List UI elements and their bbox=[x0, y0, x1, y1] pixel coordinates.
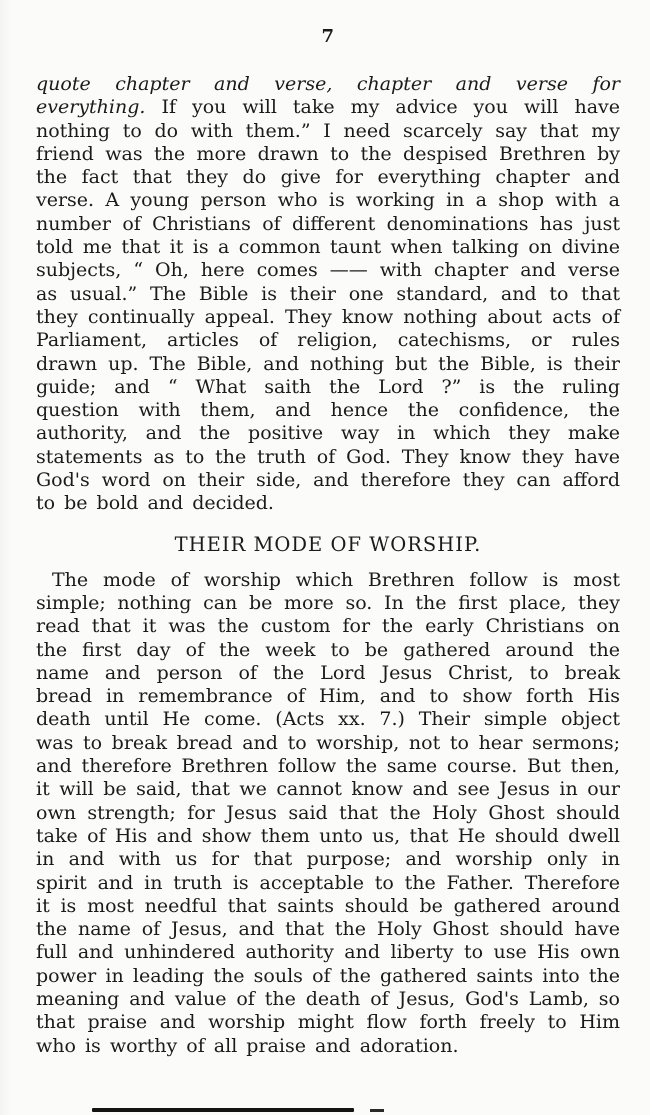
scan-artifact-mark bbox=[370, 1109, 384, 1112]
page-number: 7 bbox=[321, 26, 335, 47]
paragraph-mode-of-worship: The mode of worship which Brethren follow is most simple; nothing can be more so. In the first place, they read that it was the custom for the early Christians on the first day of the week to be gathered around the name and person of the Lord Jesus Christ, to break bread in remembrance of Him, and to show forth His death until He come. (Acts xx. 7.) Their simple object was to break bread and to worship, not to hear sermons; and therefore Brethren follow the same course. But then, it will be said, that we cannot know and see Jesus in our own strength; for Jesus said that the Holy Ghost should take of His and show them unto us, that He should dwell in and with us for that purpose; and worship only in spirit and in truth is acceptable to the Father. Therefore it is most needful that saints should be gathered around the name of Jesus, and that the Holy Ghost should have full and unhindered authority and liberty to use His own power in leading the souls of the gathered saints into the meaning and value of the death of Jesus, God's Lamb, so that praise and worship might flow forth freely to Him who is worthy of all praise and adoration. bbox=[36, 568, 620, 1057]
paragraph-continuation-text: If you will take my advice you will have nothing to do with them.” I need scarcely say that my friend was the more drawn to the despised Brethren by the fact that they do give for everything chapter and verse. A young person who is working in a shop with a number of Christians of different denominations has just told me that it is a common taunt when talking on divine subjects, “ Oh, here comes —— with chapter and verse as usual.” The Bible is their one standard, and to that they continually appeal. They know nothing about acts of Parliament, articles of religion, catechisms, or rules drawn up. The Bible, and nothing but the Bible, is their guide; and “ What saith the Lord ?” is the ruling question with them, and hence the confidence, the authority, and the positive way in which they make statements as to the truth of God. They know they have God's word on their side, and therefore they can afford to be bold and decided. bbox=[36, 96, 621, 515]
scan-artifact-line bbox=[92, 1108, 354, 1112]
section-heading: THEIR MODE OF WORSHIP. bbox=[174, 532, 482, 556]
paragraph-continuation bbox=[36, 73, 620, 516]
italic-quote-fragment: quote chapter and verse, chapter and verse for everything. bbox=[36, 73, 620, 119]
